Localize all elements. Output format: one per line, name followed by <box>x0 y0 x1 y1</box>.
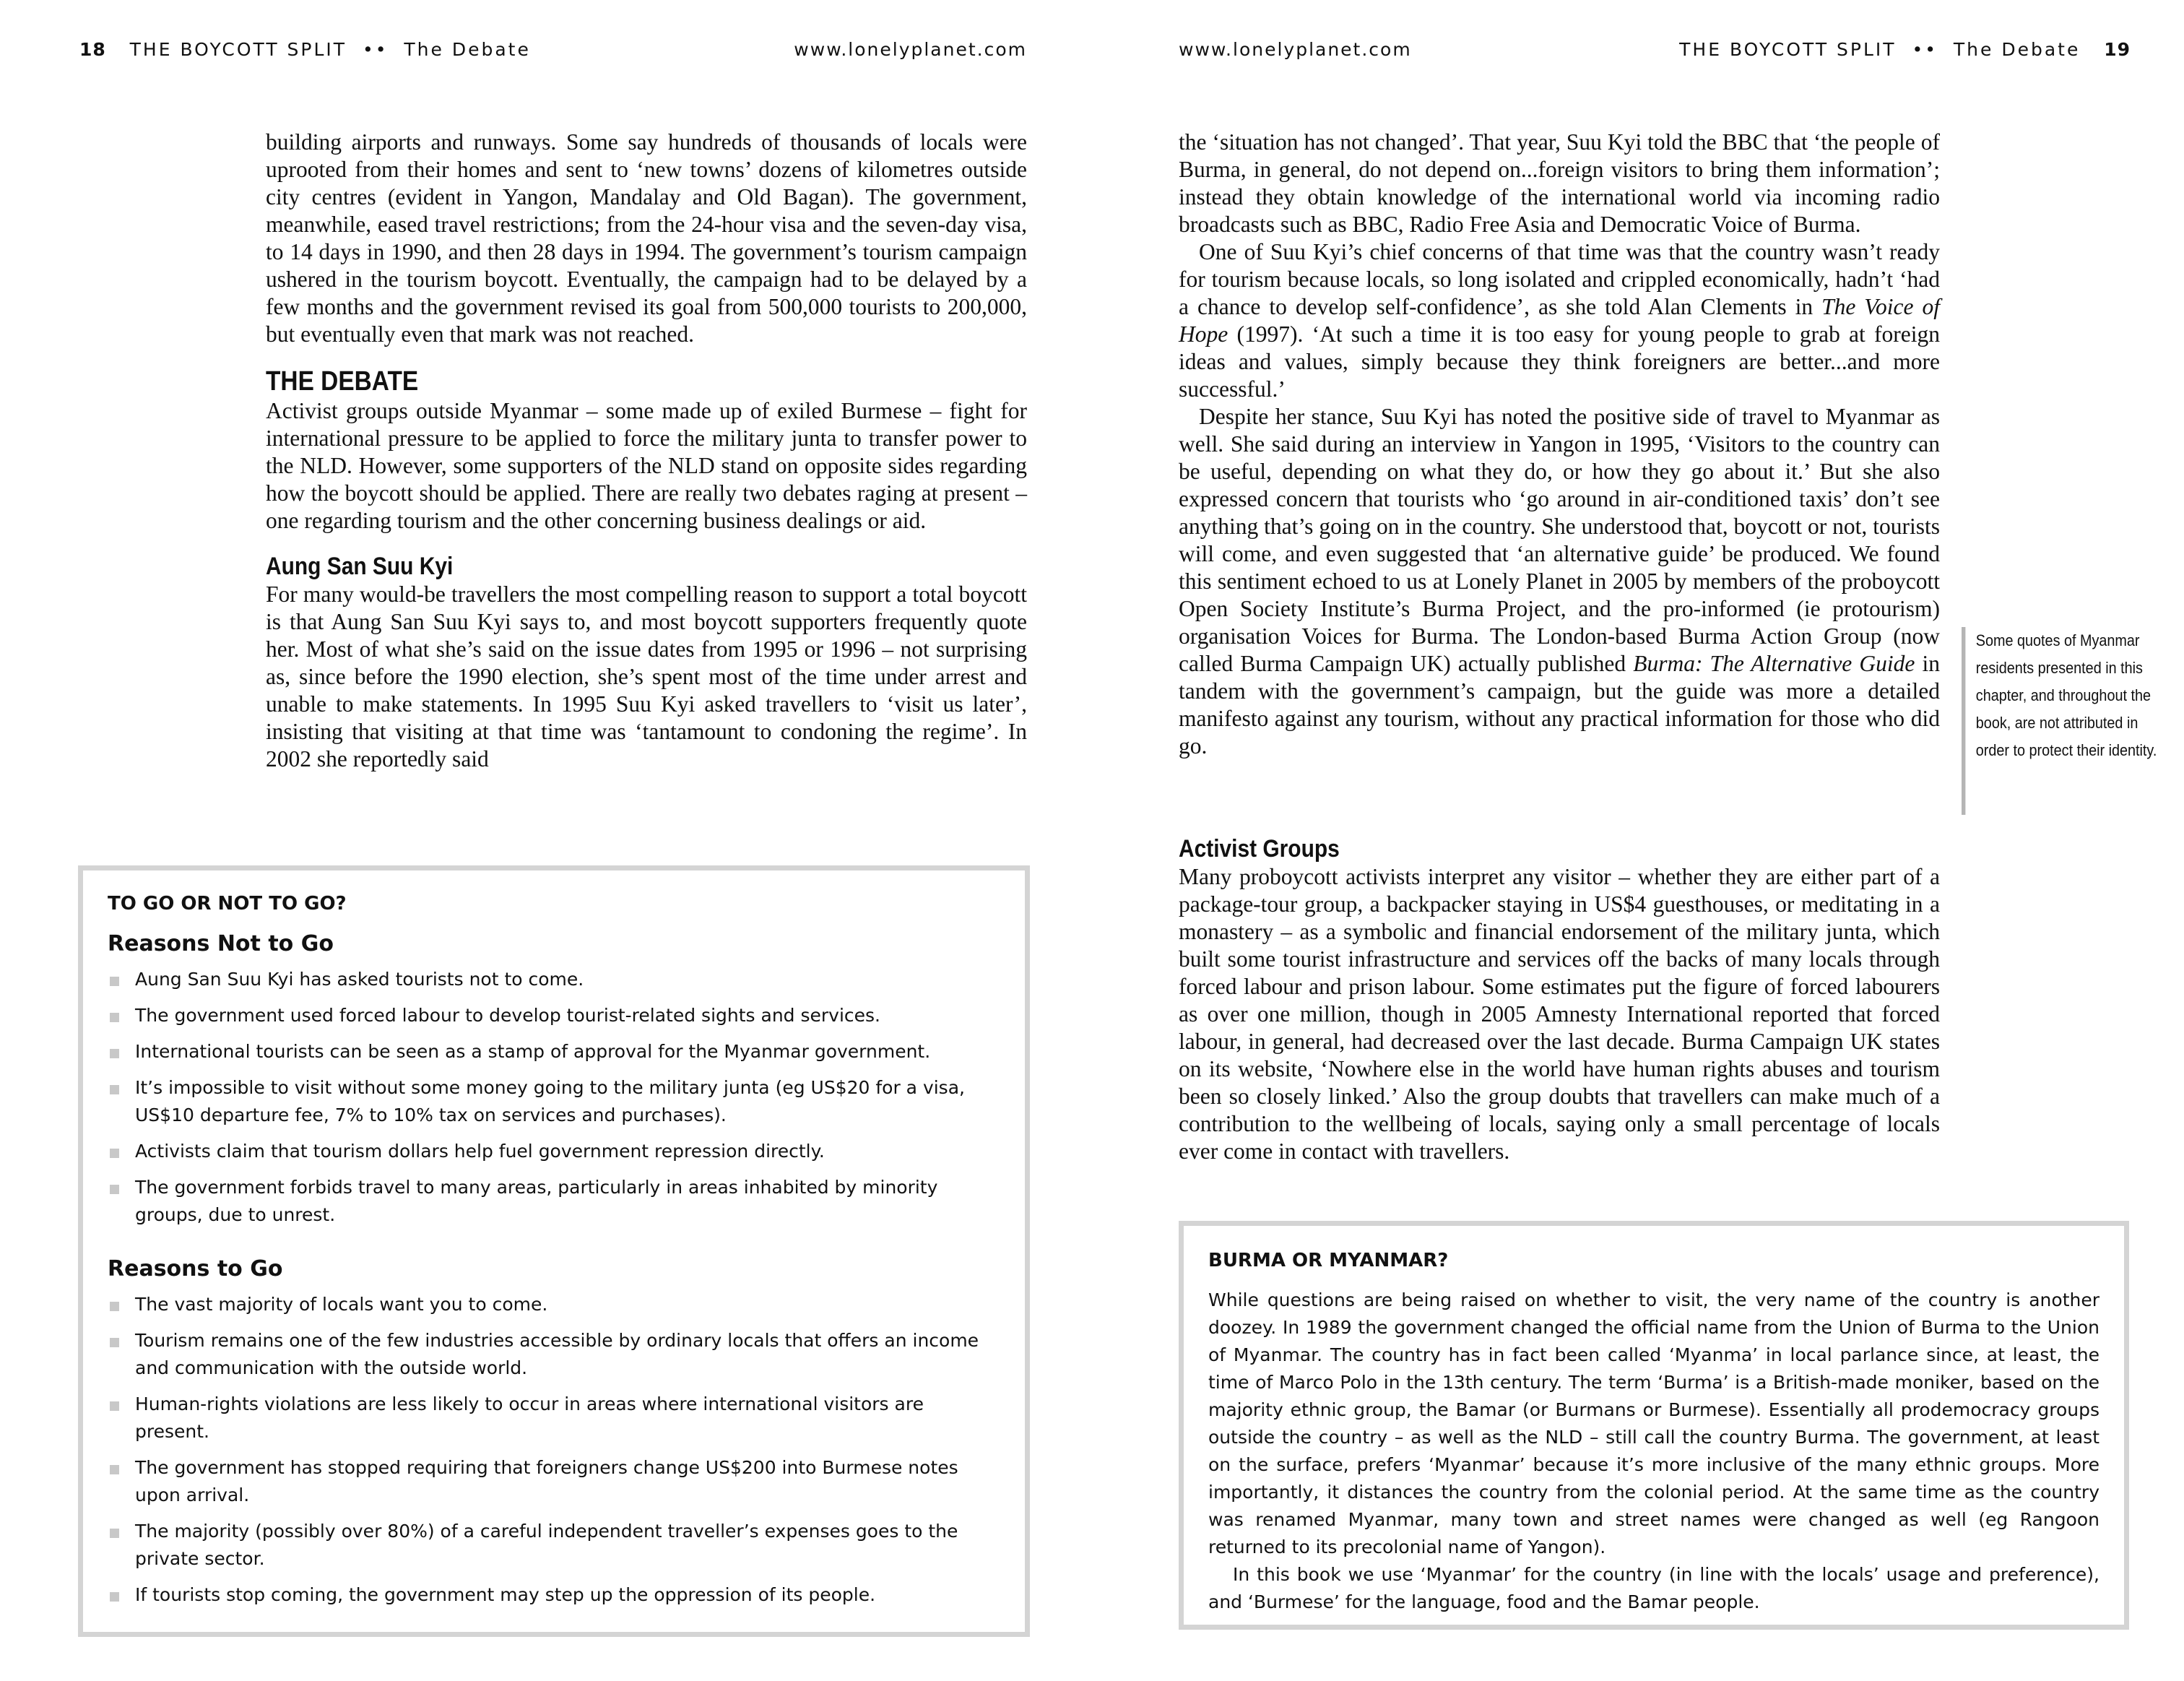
para3-text-a: Despite her stance, Suu Kyi has noted the positive side of travel to Myanmar as well. She said during an interview in Yangon in 1995, ‘Visitors to the country can be useful, depending on what they do, or how they go about it.’ But she also expressed concern that tourists who ‘go around in air-conditioned taxis’ don’t see anything that’s going on in the country. She understood that, boycott or not, tourists will come, and even suggested that ‘an alternative guide’ be produced. We found this sentiment echoed to us at Lonely Planet in 2005 by members of the proboycott Open Society Institute’s Burma Project, and the pro-informed (ie protourism) organisation Voices for Burma. The London-based Burma Action Group (now called Burma Campaign UK) actually published <box>1179 404 1940 676</box>
header-section-left: THE BOYCOTT SPLIT <box>129 39 347 60</box>
reasons-to-go-heading: Reasons to Go <box>108 1256 283 1282</box>
para2-text-b: (1997). ‘At such a time it is too easy for young people to grab at foreign ideas and values, simply because they think foreigners are better...and more successful.’ <box>1179 321 1940 402</box>
section-heading-debate: THE DEBATE <box>266 366 419 397</box>
suu-kyi-paragraph: For many would-be travellers the most compelling reason to support a total boycott is that Aung San Suu Kyi says to, and most boycott supporters frequently quote her. Most of what she’s said on the issue dates from 1995 or 1996 – not surprising as, since before the 1990 election, she’s spent most of the time under arrest and unable to make statements. In 1995 Suu Kyi asked travellers to ‘visit us later’, insisting that visiting at that time was ‘tantamount to condoning the regime’. In 2002 she reportedly said <box>266 582 1027 772</box>
right-paragraph-1: the ‘situation has not changed’. That year, Suu Kyi told the BBC that ‘the people of Burma, in general, do not depend on...foreign visitors to bring them information’; instead they obtain knowledge of the international world via incoming radio broadcasts such as BBC, Radio Free Asia and Democratic Voice of Burma. <box>1179 129 1940 237</box>
para3-text-b: in tandem with the government’s campaign, but the guide was more a detailed manifesto against any tourism, without any practical information for those who did go. <box>1179 651 1940 759</box>
list-item: The government used forced labour to develop tourist-related sights and services. <box>108 1002 1000 1029</box>
page-number-right: 19 <box>2104 39 2131 60</box>
reasons-to-go-list <box>108 1291 1000 1609</box>
header-url-left: www.lonelyplanet.com <box>794 39 1027 60</box>
reasons-not-to-go-list <box>108 966 1000 1229</box>
book-title-voice-of-hope: The Voice of Hope <box>1179 294 1940 347</box>
right-paragraph-3 <box>1179 403 1940 760</box>
list-item: International tourists can be seen as a stamp of approval for the Myanmar government. <box>108 1038 1000 1066</box>
header-url-right: www.lonelyplanet.com <box>1179 39 1412 60</box>
right-column-bottom <box>1179 834 1940 1165</box>
list-item: The government has stopped requiring that foreigners change US$200 into Burmese notes upon arrival. <box>108 1454 1000 1509</box>
list-item: Tourism remains one of the few industries accessible by ordinary locals that offers an income and communication with the outside world. <box>108 1327 1000 1382</box>
list-item: It’s impossible to visit without some money going to the military junta (eg US$20 for a visa, US$10 departure fee, 7% to 10% tax on services and purchases). <box>108 1074 1000 1129</box>
list-item: The vast majority of locals want you to come. <box>108 1291 1000 1318</box>
header-separator-right: •• <box>1912 39 1938 60</box>
list-item: The government forbids travel to many areas, particularly in areas inhabited by minority groups, due to unrest. <box>108 1174 1000 1229</box>
burma-or-myanmar-box <box>1179 1221 2129 1630</box>
activist-paragraph: Many proboycott activists interpret any visitor – whether they are either part of a package-tour group, a backpacker staying in US$4 guesthouses, or meditating in a monastery – as a symbolic and financial endorsement of the military junta, which built some tourist infrastructure and services off the backs of many locals through forced labour and prison labour. Some estimates put the figure of forced labourers as over one million, though in 2005 Amnesty International reported that forced labour, in general, had decreased over the last decade. Burma Campaign UK states on its website, ‘Nowhere else in the world have human rights abuses and tourism been so closely linked.’ Also the group doubts that travellers can make much of a contribution to the wellbeing of locals, saying only a small percentage of locals ever come in contact with travellers. <box>1179 864 1940 1164</box>
margin-note: Some quotes of Myanmar residents presented in this chapter, and throughout the book, are not attributed in order to protect their identity. <box>1962 627 2159 815</box>
burma-box-paragraph-2: In this book we use ‘Myanmar’ for the country (in line with the locals’ usage and preference), and ‘Burmese’ for the language, food and the Bamar people. <box>1208 1564 2100 1612</box>
box-title-to-go: TO GO OR NOT TO GO? <box>108 893 347 915</box>
list-item: Activists claim that tourism dollars help fuel government repression directly. <box>108 1138 1000 1165</box>
page-number-left: 18 <box>79 39 106 60</box>
list-item: Human-rights violations are less likely to occur in areas where international visitors are present. <box>108 1391 1000 1446</box>
para2-text-a: One of Suu Kyi’s chief concerns of that time was that the country wasn’t ready for tourism because locals, so long isolated and crippled economically, hadn’t ‘had a chance to develop self-confidence’, as she told Alan Clements in <box>1179 239 1940 319</box>
header-subsection-right: The Debate <box>1953 39 2081 60</box>
list-item: If tourists stop coming, the government may step up the oppression of its people. <box>108 1581 1000 1609</box>
to-go-or-not-box <box>78 865 1030 1637</box>
running-header-right <box>1179 39 2131 68</box>
list-item: Aung San Suu Kyi has asked tourists not to come. <box>108 966 1000 993</box>
debate-paragraph: Activist groups outside Myanmar – some made up of exiled Burmese – fight for international pressure to be applied to force the military junta to transfer power to the NLD. However, some supporters of the NLD stand on opposite sides regarding how the boycott should be applied. There are really two debates raging at present – one regarding tourism and the other concerning business dealings or aid. <box>266 398 1027 533</box>
left-column <box>266 129 1027 773</box>
header-subsection-left: The Debate <box>404 39 531 60</box>
burma-box-paragraph-1: While questions are being raised on whether to visit, the very name of the country is another doozey. In 1989 the government changed the official name from the Union of Burma to the Union of Myanmar. The country has in fact been called ‘Myanma’ in local parlance since, at least, the time of Marco Polo in the 13th century. The term ‘Burma’ is a British-made moniker, based on the majority ethnic group, the Bamar (or Burmans or Burmese). Essentially all prodemocracy groups outside the country – as well as the NLD – still call the country Burma. The government, at least on the surface, prefers ‘Myanmar’ because it’s more inclusive of the many ethnic groups. More importantly, it distances the country from the colonial period. At the same time as the country was renamed Myanmar, many town and street names were changed as well (eg Rangoon returned to its precolonial name of Yangon). <box>1208 1289 2100 1557</box>
running-header-left <box>79 39 1027 68</box>
reasons-not-to-go-heading: Reasons Not to Go <box>108 931 334 956</box>
book-title-alternative-guide: Burma: The Alternative Guide <box>1633 651 1915 676</box>
intro-paragraph: building airports and runways. Some say hundreds of thousands of locals were uprooted from their homes and sent to ‘new towns’ dozens of kilometres outside city centres (evident in Yangon, Mandalay and Old Bagan). The government, meanwhile, eased travel restrictions; from the 24-hour visa and the seven-day visa, to 14 days in 1990, and then 28 days in 1994. The government’s tourism campaign ushered in the tourism boycott. Eventually, the campaign had to be delayed by a few months and the government revised its goal from 500,000 tourists to 200,000, but eventually even that mark was not reached. <box>266 129 1027 347</box>
subheading-suu-kyi: Aung San Suu Kyi <box>266 553 454 580</box>
right-column-top <box>1179 129 1940 760</box>
header-separator-left: •• <box>363 39 389 60</box>
list-item: The majority (possibly over 80%) of a careful independent traveller’s expenses goes to the private sector. <box>108 1518 1000 1573</box>
subheading-activist-groups: Activist Groups <box>1179 835 1340 863</box>
right-paragraph-2 <box>1179 238 1940 403</box>
box-title-burma: BURMA OR MYANMAR? <box>1208 1250 1449 1271</box>
header-section-right: THE BOYCOTT SPLIT <box>1679 39 1897 60</box>
